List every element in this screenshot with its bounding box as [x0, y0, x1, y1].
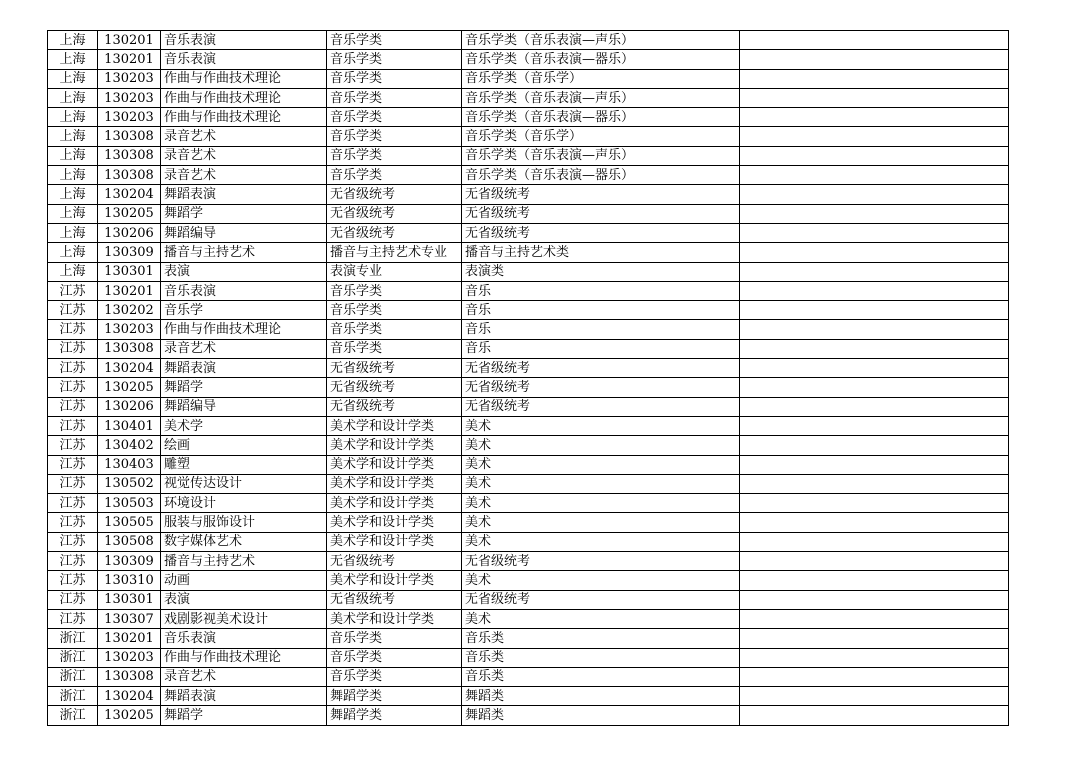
category-cell: 音乐学类	[327, 88, 462, 107]
major-code-cell: 130301	[98, 262, 161, 281]
major-name-cell: 作曲与作曲技术理论	[161, 88, 327, 107]
major-name-cell: 录音艺术	[161, 667, 327, 686]
major-name-cell: 舞蹈表演	[161, 359, 327, 378]
note-cell	[740, 204, 1009, 223]
major-name-cell: 美术学	[161, 416, 327, 435]
table-row	[48, 552, 1009, 571]
major-code-cell: 130205	[98, 706, 161, 725]
major-name-cell: 绘画	[161, 436, 327, 455]
category-cell: 美术学和设计学类	[327, 455, 462, 474]
exam-category-cell: 音乐类	[462, 667, 740, 686]
table-row	[48, 204, 1009, 223]
province-cell: 浙江	[48, 629, 98, 648]
note-cell	[740, 397, 1009, 416]
province-cell: 上海	[48, 146, 98, 165]
note-cell	[740, 571, 1009, 590]
major-code-cell: 130308	[98, 127, 161, 146]
major-name-cell: 录音艺术	[161, 339, 327, 358]
table-row	[48, 397, 1009, 416]
note-cell	[740, 301, 1009, 320]
category-cell: 播音与主持艺术专业	[327, 243, 462, 262]
exam-category-cell: 美术	[462, 609, 740, 628]
major-name-cell: 舞蹈编导	[161, 397, 327, 416]
table-row	[48, 416, 1009, 435]
exam-category-cell: 美术	[462, 455, 740, 474]
exam-category-cell: 音乐	[462, 339, 740, 358]
category-cell: 音乐学类	[327, 108, 462, 127]
note-cell	[740, 378, 1009, 397]
exam-category-cell: 无省级统考	[462, 590, 740, 609]
major-code-cell: 130503	[98, 494, 161, 513]
category-cell: 美术学和设计学类	[327, 494, 462, 513]
note-cell	[740, 436, 1009, 455]
province-cell: 江苏	[48, 609, 98, 628]
major-name-cell: 舞蹈学	[161, 204, 327, 223]
major-name-cell: 录音艺术	[161, 146, 327, 165]
table-row	[48, 359, 1009, 378]
exam-category-cell: 音乐类	[462, 648, 740, 667]
province-cell: 江苏	[48, 571, 98, 590]
exam-category-cell: 无省级统考	[462, 397, 740, 416]
major-code-cell: 130403	[98, 455, 161, 474]
category-cell: 无省级统考	[327, 359, 462, 378]
major-name-cell: 表演	[161, 590, 327, 609]
province-cell: 上海	[48, 69, 98, 88]
province-cell: 上海	[48, 185, 98, 204]
table-row	[48, 31, 1009, 50]
major-code-cell: 130308	[98, 667, 161, 686]
category-cell: 音乐学类	[327, 281, 462, 300]
province-cell: 浙江	[48, 667, 98, 686]
major-name-cell: 动画	[161, 571, 327, 590]
table-row	[48, 281, 1009, 300]
table-row	[48, 590, 1009, 609]
category-cell: 无省级统考	[327, 397, 462, 416]
major-code-cell: 130205	[98, 378, 161, 397]
province-cell: 上海	[48, 31, 98, 50]
table-row	[48, 320, 1009, 339]
major-name-cell: 表演	[161, 262, 327, 281]
table-row	[48, 648, 1009, 667]
exam-category-cell: 美术	[462, 436, 740, 455]
province-cell: 江苏	[48, 359, 98, 378]
table-row	[48, 378, 1009, 397]
majors-table	[47, 30, 1009, 726]
major-code-cell: 130201	[98, 629, 161, 648]
major-name-cell: 舞蹈表演	[161, 687, 327, 706]
exam-category-cell: 音乐学类（音乐学）	[462, 127, 740, 146]
table-body	[48, 31, 1009, 726]
table-row	[48, 50, 1009, 69]
category-cell: 音乐学类	[327, 31, 462, 50]
province-cell: 江苏	[48, 455, 98, 474]
note-cell	[740, 108, 1009, 127]
note-cell	[740, 687, 1009, 706]
note-cell	[740, 127, 1009, 146]
major-name-cell: 舞蹈学	[161, 706, 327, 725]
note-cell	[740, 629, 1009, 648]
note-cell	[740, 185, 1009, 204]
major-code-cell: 130309	[98, 243, 161, 262]
major-name-cell: 播音与主持艺术	[161, 552, 327, 571]
exam-category-cell: 播音与主持艺术类	[462, 243, 740, 262]
category-cell: 音乐学类	[327, 301, 462, 320]
exam-category-cell: 舞蹈类	[462, 687, 740, 706]
exam-category-cell: 无省级统考	[462, 185, 740, 204]
major-code-cell: 130203	[98, 648, 161, 667]
major-code-cell: 130202	[98, 301, 161, 320]
note-cell	[740, 609, 1009, 628]
category-cell: 音乐学类	[327, 320, 462, 339]
category-cell: 表演专业	[327, 262, 462, 281]
note-cell	[740, 243, 1009, 262]
table-row	[48, 301, 1009, 320]
major-name-cell: 作曲与作曲技术理论	[161, 69, 327, 88]
province-cell: 江苏	[48, 281, 98, 300]
exam-category-cell: 无省级统考	[462, 552, 740, 571]
exam-category-cell: 表演类	[462, 262, 740, 281]
note-cell	[740, 281, 1009, 300]
note-cell	[740, 262, 1009, 281]
major-name-cell: 音乐表演	[161, 281, 327, 300]
note-cell	[740, 532, 1009, 551]
major-code-cell: 130502	[98, 474, 161, 493]
province-cell: 江苏	[48, 320, 98, 339]
category-cell: 无省级统考	[327, 378, 462, 397]
exam-category-cell: 音乐	[462, 281, 740, 300]
exam-category-cell: 美术	[462, 474, 740, 493]
category-cell: 美术学和设计学类	[327, 609, 462, 628]
major-name-cell: 舞蹈表演	[161, 185, 327, 204]
major-name-cell: 戏剧影视美术设计	[161, 609, 327, 628]
major-code-cell: 130203	[98, 69, 161, 88]
table-row	[48, 494, 1009, 513]
province-cell: 江苏	[48, 301, 98, 320]
major-name-cell: 环境设计	[161, 494, 327, 513]
province-cell: 上海	[48, 243, 98, 262]
note-cell	[740, 88, 1009, 107]
table-row	[48, 262, 1009, 281]
category-cell: 美术学和设计学类	[327, 436, 462, 455]
major-name-cell: 音乐表演	[161, 629, 327, 648]
category-cell: 美术学和设计学类	[327, 474, 462, 493]
major-name-cell: 数字媒体艺术	[161, 532, 327, 551]
major-code-cell: 130308	[98, 339, 161, 358]
major-name-cell: 音乐学	[161, 301, 327, 320]
note-cell	[740, 474, 1009, 493]
province-cell: 江苏	[48, 532, 98, 551]
category-cell: 音乐学类	[327, 69, 462, 88]
note-cell	[740, 31, 1009, 50]
province-cell: 江苏	[48, 474, 98, 493]
major-name-cell: 舞蹈学	[161, 378, 327, 397]
province-cell: 江苏	[48, 339, 98, 358]
note-cell	[740, 590, 1009, 609]
major-code-cell: 130308	[98, 146, 161, 165]
major-code-cell: 130203	[98, 88, 161, 107]
major-code-cell: 130201	[98, 281, 161, 300]
table-row	[48, 146, 1009, 165]
note-cell	[740, 69, 1009, 88]
table-row	[48, 455, 1009, 474]
category-cell: 音乐学类	[327, 146, 462, 165]
table-row	[48, 339, 1009, 358]
category-cell: 无省级统考	[327, 223, 462, 242]
table-row	[48, 513, 1009, 532]
major-code-cell: 130206	[98, 397, 161, 416]
province-cell: 江苏	[48, 590, 98, 609]
province-cell: 上海	[48, 88, 98, 107]
table-row	[48, 108, 1009, 127]
exam-category-cell: 舞蹈类	[462, 706, 740, 725]
major-code-cell: 130206	[98, 223, 161, 242]
note-cell	[740, 223, 1009, 242]
exam-category-cell: 音乐学类（音乐表演—器乐）	[462, 108, 740, 127]
table-row	[48, 69, 1009, 88]
category-cell: 无省级统考	[327, 204, 462, 223]
category-cell: 舞蹈学类	[327, 687, 462, 706]
province-cell: 江苏	[48, 494, 98, 513]
table-row	[48, 706, 1009, 725]
table-row	[48, 88, 1009, 107]
note-cell	[740, 50, 1009, 69]
category-cell: 美术学和设计学类	[327, 532, 462, 551]
exam-category-cell: 无省级统考	[462, 204, 740, 223]
province-cell: 江苏	[48, 416, 98, 435]
note-cell	[740, 667, 1009, 686]
table-row	[48, 609, 1009, 628]
exam-category-cell: 音乐学类（音乐表演—器乐）	[462, 50, 740, 69]
major-name-cell: 作曲与作曲技术理论	[161, 108, 327, 127]
province-cell: 江苏	[48, 397, 98, 416]
table-row	[48, 223, 1009, 242]
major-code-cell: 130203	[98, 320, 161, 339]
major-code-cell: 130204	[98, 359, 161, 378]
category-cell: 无省级统考	[327, 552, 462, 571]
major-code-cell: 130203	[98, 108, 161, 127]
major-code-cell: 130204	[98, 687, 161, 706]
table-row	[48, 532, 1009, 551]
table-row	[48, 629, 1009, 648]
exam-category-cell: 美术	[462, 571, 740, 590]
major-name-cell: 音乐表演	[161, 50, 327, 69]
exam-category-cell: 音乐	[462, 301, 740, 320]
major-name-cell: 音乐表演	[161, 31, 327, 50]
major-code-cell: 130309	[98, 552, 161, 571]
table-row	[48, 436, 1009, 455]
category-cell: 美术学和设计学类	[327, 571, 462, 590]
note-cell	[740, 320, 1009, 339]
major-code-cell: 130301	[98, 590, 161, 609]
exam-category-cell: 美术	[462, 513, 740, 532]
province-cell: 上海	[48, 108, 98, 127]
note-cell	[740, 494, 1009, 513]
province-cell: 浙江	[48, 648, 98, 667]
note-cell	[740, 455, 1009, 474]
note-cell	[740, 339, 1009, 358]
table-row	[48, 166, 1009, 185]
major-name-cell: 视觉传达设计	[161, 474, 327, 493]
major-code-cell: 130505	[98, 513, 161, 532]
category-cell: 美术学和设计学类	[327, 416, 462, 435]
major-code-cell: 130310	[98, 571, 161, 590]
province-cell: 浙江	[48, 706, 98, 725]
category-cell: 美术学和设计学类	[327, 513, 462, 532]
exam-category-cell: 无省级统考	[462, 223, 740, 242]
major-code-cell: 130508	[98, 532, 161, 551]
exam-category-cell: 音乐类	[462, 629, 740, 648]
category-cell: 音乐学类	[327, 667, 462, 686]
major-code-cell: 130307	[98, 609, 161, 628]
category-cell: 无省级统考	[327, 590, 462, 609]
province-cell: 上海	[48, 262, 98, 281]
table-row	[48, 474, 1009, 493]
note-cell	[740, 706, 1009, 725]
note-cell	[740, 416, 1009, 435]
category-cell: 舞蹈学类	[327, 706, 462, 725]
exam-category-cell: 音乐学类（音乐表演—器乐）	[462, 166, 740, 185]
exam-category-cell: 音乐学类（音乐表演—声乐）	[462, 146, 740, 165]
exam-category-cell: 美术	[462, 416, 740, 435]
table-row	[48, 687, 1009, 706]
table-row	[48, 243, 1009, 262]
exam-category-cell: 音乐学类（音乐学）	[462, 69, 740, 88]
table-row	[48, 127, 1009, 146]
major-code-cell: 130402	[98, 436, 161, 455]
note-cell	[740, 648, 1009, 667]
category-cell: 无省级统考	[327, 185, 462, 204]
table-row	[48, 185, 1009, 204]
major-name-cell: 播音与主持艺术	[161, 243, 327, 262]
major-code-cell: 130308	[98, 166, 161, 185]
note-cell	[740, 146, 1009, 165]
note-cell	[740, 166, 1009, 185]
category-cell: 音乐学类	[327, 127, 462, 146]
note-cell	[740, 513, 1009, 532]
province-cell: 江苏	[48, 552, 98, 571]
exam-category-cell: 音乐学类（音乐表演—声乐）	[462, 31, 740, 50]
major-code-cell: 130401	[98, 416, 161, 435]
major-code-cell: 130201	[98, 50, 161, 69]
province-cell: 江苏	[48, 436, 98, 455]
category-cell: 音乐学类	[327, 166, 462, 185]
category-cell: 音乐学类	[327, 629, 462, 648]
note-cell	[740, 359, 1009, 378]
exam-category-cell: 无省级统考	[462, 359, 740, 378]
province-cell: 浙江	[48, 687, 98, 706]
province-cell: 上海	[48, 204, 98, 223]
province-cell: 上海	[48, 127, 98, 146]
province-cell: 江苏	[48, 513, 98, 532]
note-cell	[740, 552, 1009, 571]
major-name-cell: 作曲与作曲技术理论	[161, 648, 327, 667]
major-code-cell: 130205	[98, 204, 161, 223]
category-cell: 音乐学类	[327, 50, 462, 69]
exam-category-cell: 无省级统考	[462, 378, 740, 397]
exam-category-cell: 美术	[462, 532, 740, 551]
table-row	[48, 571, 1009, 590]
exam-category-cell: 美术	[462, 494, 740, 513]
province-cell: 上海	[48, 223, 98, 242]
major-name-cell: 录音艺术	[161, 127, 327, 146]
major-name-cell: 舞蹈编导	[161, 223, 327, 242]
province-cell: 上海	[48, 50, 98, 69]
province-cell: 江苏	[48, 378, 98, 397]
major-name-cell: 雕塑	[161, 455, 327, 474]
major-name-cell: 录音艺术	[161, 166, 327, 185]
major-code-cell: 130204	[98, 185, 161, 204]
major-name-cell: 服装与服饰设计	[161, 513, 327, 532]
table-row	[48, 667, 1009, 686]
major-name-cell: 作曲与作曲技术理论	[161, 320, 327, 339]
major-code-cell: 130201	[98, 31, 161, 50]
category-cell: 音乐学类	[327, 339, 462, 358]
exam-category-cell: 音乐	[462, 320, 740, 339]
province-cell: 上海	[48, 166, 98, 185]
category-cell: 音乐学类	[327, 648, 462, 667]
exam-category-cell: 音乐学类（音乐表演—声乐）	[462, 88, 740, 107]
